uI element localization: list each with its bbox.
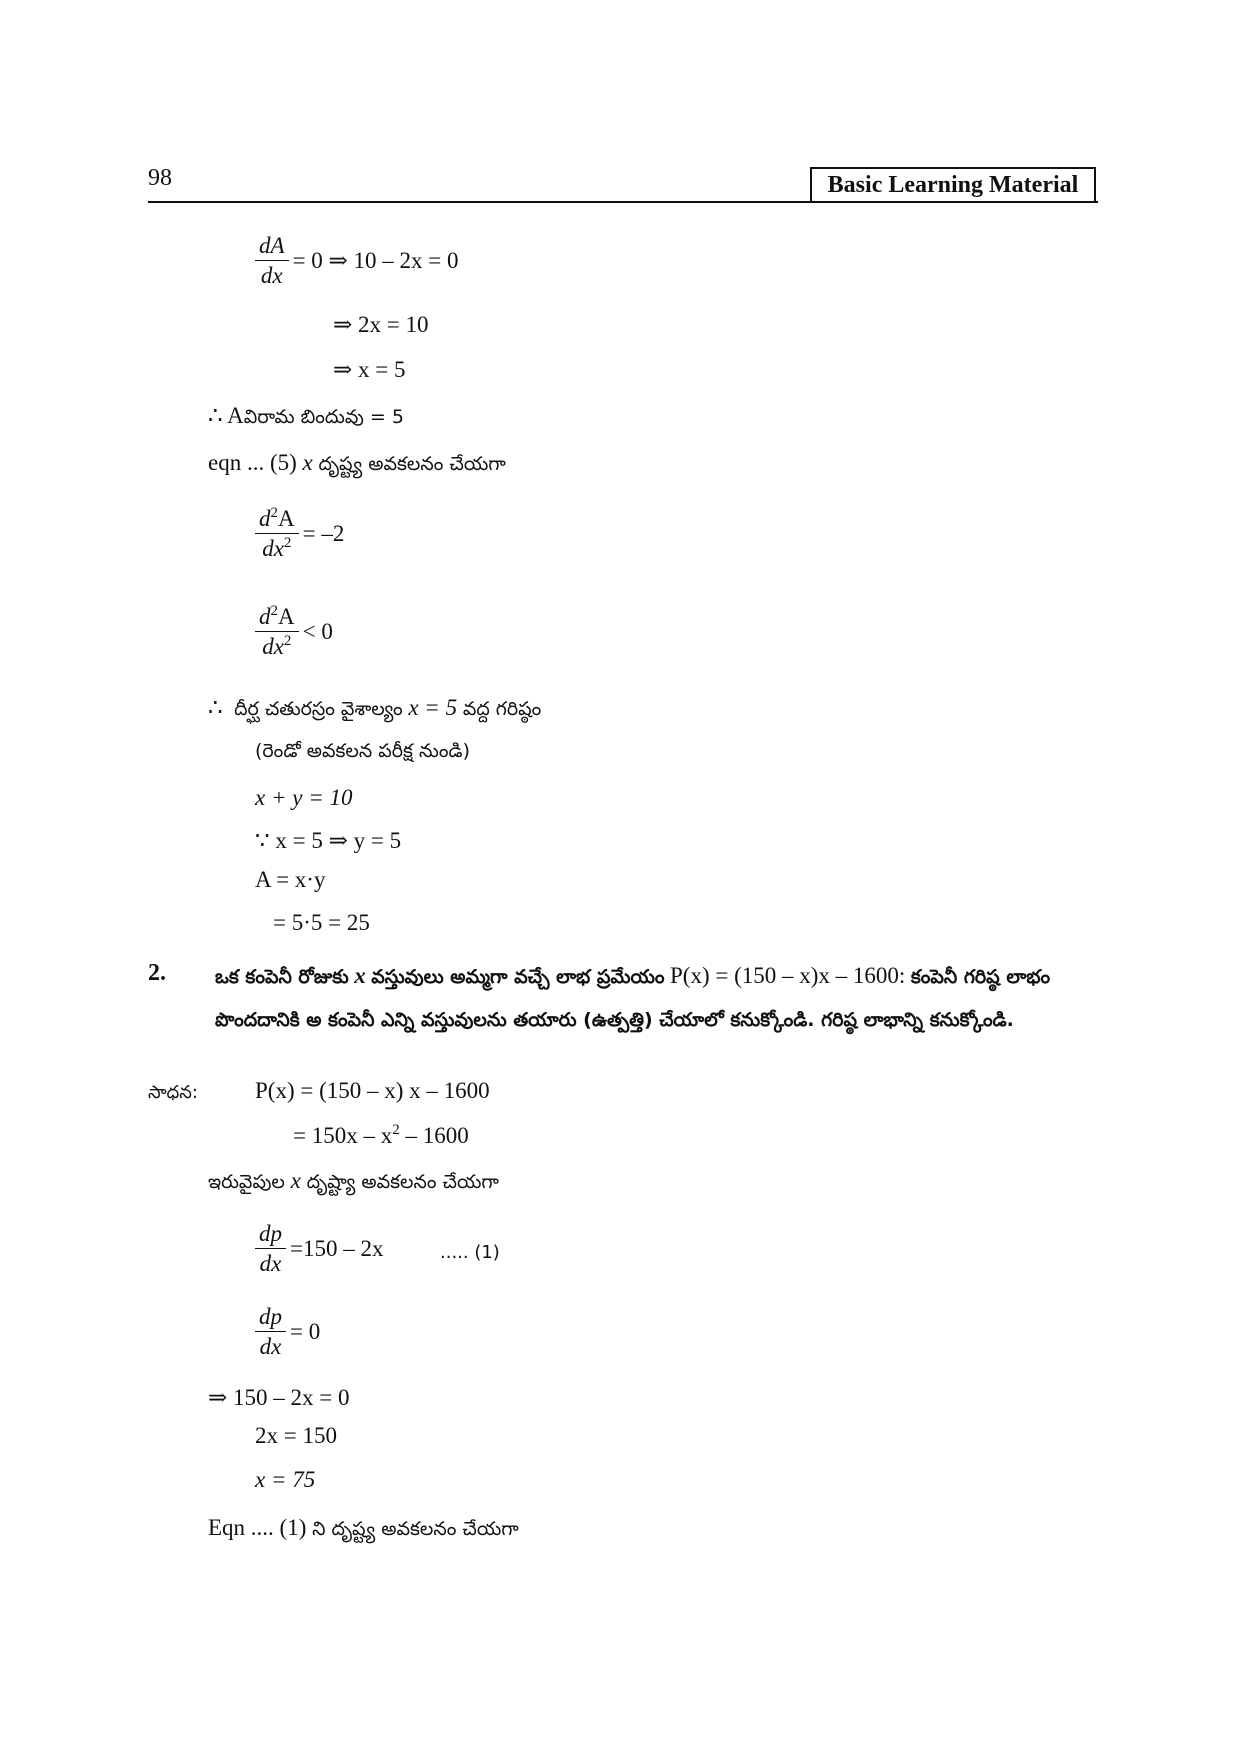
derivative-equation: $\frac{dp}{dx}$ =150 – 2x [255, 1220, 383, 1277]
text-line: Eqn .... (1) ని దృష్ట్య అవకలనం చేయగా [208, 1515, 519, 1540]
derivative-equation [255, 232, 459, 289]
question-number: 2. [148, 960, 166, 986]
question-text: ఒక కంపెనీ రోజుకు x వస్తువులు అమ్మగా వచ్చే లాభ ప్రమేయం P(x) = (150 – x)x – 1600: కంపెనీ గరిష్ఠ లాభం పొందదానికి అ కంపెనీ ఎన్ని వస్తువులను తయారు (ఉత్పత్తి) చేయాలో కనుక్కోండి. గరిష్ఠ లాభాన్ని కనుక్కోండి. [215, 963, 1051, 1031]
text-line: ఇరువైపుల x దృష్ట్యా అవకలనం చేయగా [208, 1168, 499, 1193]
header-title: Basic Learning Material [810, 167, 1096, 203]
page-number: 98 [148, 165, 172, 191]
fraction-numerator: dA [255, 232, 289, 261]
equation-line: A = x·y [255, 867, 326, 892]
step-line: x = 75 [255, 1467, 316, 1492]
equation-line: P(x) = (150 – x) x – 1600 [255, 1078, 490, 1103]
derivative-equation: $\frac{dp}{dx}$ = 0 [255, 1303, 320, 1360]
fraction: $\frac{d^2A}{dx^2}$ [255, 505, 299, 562]
equation-reference: ..... (1) [440, 1242, 500, 1263]
header-divider [148, 201, 1098, 203]
step-line: ⇒ 2x = 10 [333, 312, 429, 337]
fraction: $\frac{d^2A}{dx^2}$ [255, 603, 299, 660]
fraction: $\frac{dp}{dx}$ [255, 1303, 286, 1360]
step-line: ⇒ 150 – 2x = 0 [208, 1385, 350, 1410]
second-derivative-equation: $\frac{d^2A}{dx^2}$ = –2 [255, 505, 344, 562]
fraction-denominator: dx [260, 263, 283, 288]
second-derivative-inequality: $\frac{d^2A}{dx^2}$ < 0 [255, 603, 333, 660]
step-line: ⇒ x = 5 [333, 357, 406, 382]
equation-line: x + y = 10 [255, 785, 353, 810]
text-line: eqn ... (5) x దృష్ట్య అవకలనం చేయగా [208, 450, 506, 475]
step-line: 2x = 150 [255, 1423, 337, 1448]
text-line: (రెండో అవకలన పరీక్ష నుండి) [255, 740, 470, 762]
equation-line: = 5·5 = 25 [273, 910, 370, 935]
equation-line: = $150x - x^2 - 1600$ [293, 1122, 469, 1148]
fraction [255, 232, 289, 289]
equation-line: ∵ x = 5 ⇒ y = 5 [255, 828, 402, 853]
conclusion-line: ∴ దీర్ఘ చతురస్రం వైశాల్యం x = 5 వద్ద గరిష్ఠం [208, 695, 542, 720]
equation-rest: = 0 ⇒ 10 – 2x = 0 [292, 247, 459, 273]
fraction: $\frac{dp}{dx}$ [255, 1220, 286, 1277]
solution-label: సాధన: [148, 1082, 198, 1103]
conclusion-line: ∴ Aవిరామ బిందువు = 5 [208, 403, 404, 428]
